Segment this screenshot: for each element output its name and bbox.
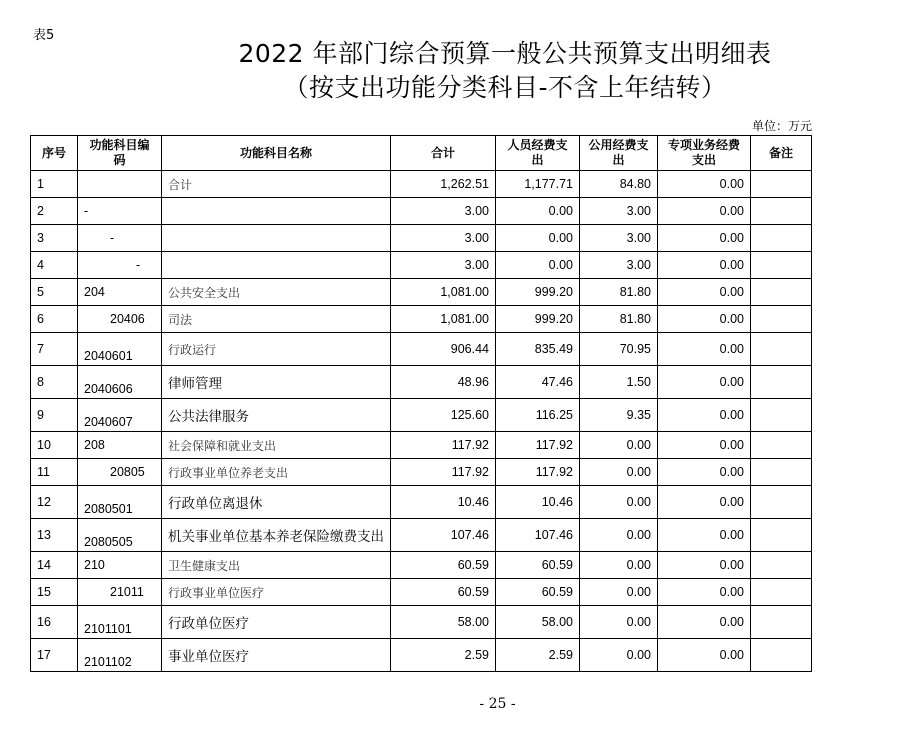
- cell-special: 0.00: [658, 399, 751, 432]
- cell-remark: [751, 432, 812, 459]
- cell-personnel: 1,177.71: [496, 171, 580, 198]
- cell-total: 107.46: [391, 519, 496, 552]
- cell-remark: [751, 279, 812, 306]
- cell-personnel: 835.49: [496, 333, 580, 366]
- cell-special: 0.00: [658, 333, 751, 366]
- cell-code: 2101101: [78, 606, 162, 639]
- cell-seq: 10: [31, 432, 78, 459]
- cell-special: 0.00: [658, 519, 751, 552]
- cell-total: 3.00: [391, 198, 496, 225]
- cell-name: 律师管理: [162, 366, 391, 399]
- cell-public: 81.80: [580, 306, 658, 333]
- cell-personnel: 60.59: [496, 579, 580, 606]
- header-special: 专项业务经费支出: [658, 136, 751, 171]
- cell-personnel: 47.46: [496, 366, 580, 399]
- cell-total: 1,081.00: [391, 279, 496, 306]
- cell-code: -: [78, 198, 162, 225]
- cell-remark: [751, 519, 812, 552]
- table-row: [31, 399, 812, 432]
- cell-name: 行政事业单位医疗: [162, 579, 391, 606]
- cell-personnel: 999.20: [496, 306, 580, 333]
- cell-code: 208: [78, 432, 162, 459]
- table-row: [31, 252, 812, 279]
- cell-code: 20805: [78, 459, 162, 486]
- cell-name: 合计: [162, 171, 391, 198]
- cell-name: 事业单位医疗: [162, 639, 391, 672]
- cell-special: 0.00: [658, 252, 751, 279]
- cell-remark: [751, 171, 812, 198]
- cell-seq: 5: [31, 279, 78, 306]
- cell-personnel: 117.92: [496, 432, 580, 459]
- cell-public: 0.00: [580, 552, 658, 579]
- cell-special: 0.00: [658, 225, 751, 252]
- table-row: [31, 519, 812, 552]
- cell-special: 0.00: [658, 552, 751, 579]
- header-personnel: 人员经费支出: [496, 136, 580, 171]
- cell-total: 1,262.51: [391, 171, 496, 198]
- cell-total: 60.59: [391, 552, 496, 579]
- cell-name: [162, 198, 391, 225]
- table-row: [31, 198, 812, 225]
- cell-public: 70.95: [580, 333, 658, 366]
- table-label: 表5: [33, 28, 55, 43]
- table-row: [31, 579, 812, 606]
- cell-seq: 2: [31, 198, 78, 225]
- cell-personnel: 999.20: [496, 279, 580, 306]
- cell-seq: 8: [31, 366, 78, 399]
- cell-public: 0.00: [580, 606, 658, 639]
- cell-total: 2.59: [391, 639, 496, 672]
- budget-table: [30, 135, 812, 672]
- cell-remark: [751, 552, 812, 579]
- table-row: [31, 552, 812, 579]
- cell-total: 3.00: [391, 252, 496, 279]
- table-row: [31, 306, 812, 333]
- cell-name: 公共安全支出: [162, 279, 391, 306]
- unit-label: 单位：万元: [752, 119, 813, 133]
- cell-special: 0.00: [658, 486, 751, 519]
- cell-name: 公共法律服务: [162, 399, 391, 432]
- cell-code: 2080501: [78, 486, 162, 519]
- cell-special: 0.00: [658, 306, 751, 333]
- cell-personnel: 0.00: [496, 252, 580, 279]
- cell-code: 2040601: [78, 333, 162, 366]
- cell-total: 1,081.00: [391, 306, 496, 333]
- cell-name: 卫生健康支出: [162, 552, 391, 579]
- cell-seq: 11: [31, 459, 78, 486]
- cell-seq: 14: [31, 552, 78, 579]
- table-row: [31, 333, 812, 366]
- cell-remark: [751, 579, 812, 606]
- cell-personnel: 116.25: [496, 399, 580, 432]
- header-seq: 序号: [31, 136, 78, 171]
- cell-name: [162, 225, 391, 252]
- cell-remark: [751, 486, 812, 519]
- table-row: [31, 279, 812, 306]
- cell-name: 社会保障和就业支出: [162, 432, 391, 459]
- cell-code: -: [78, 252, 162, 279]
- cell-code: 210: [78, 552, 162, 579]
- cell-name: 行政运行: [162, 333, 391, 366]
- cell-code: 204: [78, 279, 162, 306]
- table-row: [31, 639, 812, 672]
- table-row: [31, 432, 812, 459]
- cell-special: 0.00: [658, 639, 751, 672]
- cell-code: 2040606: [78, 366, 162, 399]
- cell-seq: 4: [31, 252, 78, 279]
- cell-remark: [751, 399, 812, 432]
- cell-seq: 12: [31, 486, 78, 519]
- header-row: [31, 136, 812, 171]
- cell-name: 行政单位医疗: [162, 606, 391, 639]
- cell-special: 0.00: [658, 459, 751, 486]
- table-row: [31, 459, 812, 486]
- cell-special: 0.00: [658, 171, 751, 198]
- cell-special: 0.00: [658, 198, 751, 225]
- page-number: - 25 -: [479, 696, 516, 712]
- cell-total: 60.59: [391, 579, 496, 606]
- table-row: [31, 606, 812, 639]
- cell-special: 0.00: [658, 432, 751, 459]
- cell-remark: [751, 198, 812, 225]
- cell-name: 机关事业单位基本养老保险缴费支出: [162, 519, 391, 552]
- cell-name: [162, 252, 391, 279]
- cell-total: 48.96: [391, 366, 496, 399]
- cell-remark: [751, 306, 812, 333]
- cell-remark: [751, 459, 812, 486]
- table-row: [31, 366, 812, 399]
- cell-seq: 15: [31, 579, 78, 606]
- cell-total: 117.92: [391, 432, 496, 459]
- cell-public: 0.00: [580, 486, 658, 519]
- cell-code: 2101102: [78, 639, 162, 672]
- page-title: 2022 年部门综合预算一般公共预算支出明细表: [238, 39, 772, 68]
- cell-personnel: 0.00: [496, 198, 580, 225]
- cell-total: 125.60: [391, 399, 496, 432]
- cell-code: 20406: [78, 306, 162, 333]
- cell-public: 84.80: [580, 171, 658, 198]
- cell-personnel: 2.59: [496, 639, 580, 672]
- cell-remark: [751, 333, 812, 366]
- cell-seq: 3: [31, 225, 78, 252]
- table-row: [31, 171, 812, 198]
- cell-special: 0.00: [658, 606, 751, 639]
- cell-public: 3.00: [580, 198, 658, 225]
- cell-name: 行政单位离退休: [162, 486, 391, 519]
- cell-seq: 7: [31, 333, 78, 366]
- cell-public: 0.00: [580, 519, 658, 552]
- cell-code: 21011: [78, 579, 162, 606]
- cell-public: 0.00: [580, 432, 658, 459]
- cell-public: 9.35: [580, 399, 658, 432]
- cell-public: 81.80: [580, 279, 658, 306]
- cell-public: 0.00: [580, 639, 658, 672]
- cell-personnel: 10.46: [496, 486, 580, 519]
- table-row: [31, 486, 812, 519]
- cell-public: 0.00: [580, 579, 658, 606]
- cell-code: 2080505: [78, 519, 162, 552]
- cell-name: 司法: [162, 306, 391, 333]
- cell-seq: 16: [31, 606, 78, 639]
- cell-total: 10.46: [391, 486, 496, 519]
- cell-remark: [751, 639, 812, 672]
- cell-code: -: [78, 225, 162, 252]
- cell-special: 0.00: [658, 579, 751, 606]
- cell-personnel: 60.59: [496, 552, 580, 579]
- cell-personnel: 107.46: [496, 519, 580, 552]
- cell-personnel: 0.00: [496, 225, 580, 252]
- page-subtitle: （按支出功能分类科目-不含上年结转）: [283, 73, 727, 102]
- cell-seq: 1: [31, 171, 78, 198]
- cell-seq: 9: [31, 399, 78, 432]
- cell-personnel: 117.92: [496, 459, 580, 486]
- cell-remark: [751, 606, 812, 639]
- cell-personnel: 58.00: [496, 606, 580, 639]
- cell-total: 58.00: [391, 606, 496, 639]
- cell-remark: [751, 225, 812, 252]
- cell-seq: 6: [31, 306, 78, 333]
- table-row: [31, 225, 812, 252]
- cell-public: 3.00: [580, 252, 658, 279]
- cell-seq: 13: [31, 519, 78, 552]
- cell-special: 0.00: [658, 366, 751, 399]
- cell-name: 行政事业单位养老支出: [162, 459, 391, 486]
- header-code: 功能科目编码: [78, 136, 162, 171]
- cell-total: 117.92: [391, 459, 496, 486]
- cell-total: 906.44: [391, 333, 496, 366]
- cell-remark: [751, 366, 812, 399]
- cell-special: 0.00: [658, 279, 751, 306]
- cell-public: 3.00: [580, 225, 658, 252]
- cell-remark: [751, 252, 812, 279]
- header-name: 功能科目名称: [162, 136, 391, 171]
- cell-total: 3.00: [391, 225, 496, 252]
- header-total: 合计: [391, 136, 496, 171]
- header-remark: 备注: [751, 136, 812, 171]
- cell-public: 1.50: [580, 366, 658, 399]
- header-public: 公用经费支出: [580, 136, 658, 171]
- cell-public: 0.00: [580, 459, 658, 486]
- cell-seq: 17: [31, 639, 78, 672]
- cell-code: 2040607: [78, 399, 162, 432]
- cell-code: [78, 171, 162, 198]
